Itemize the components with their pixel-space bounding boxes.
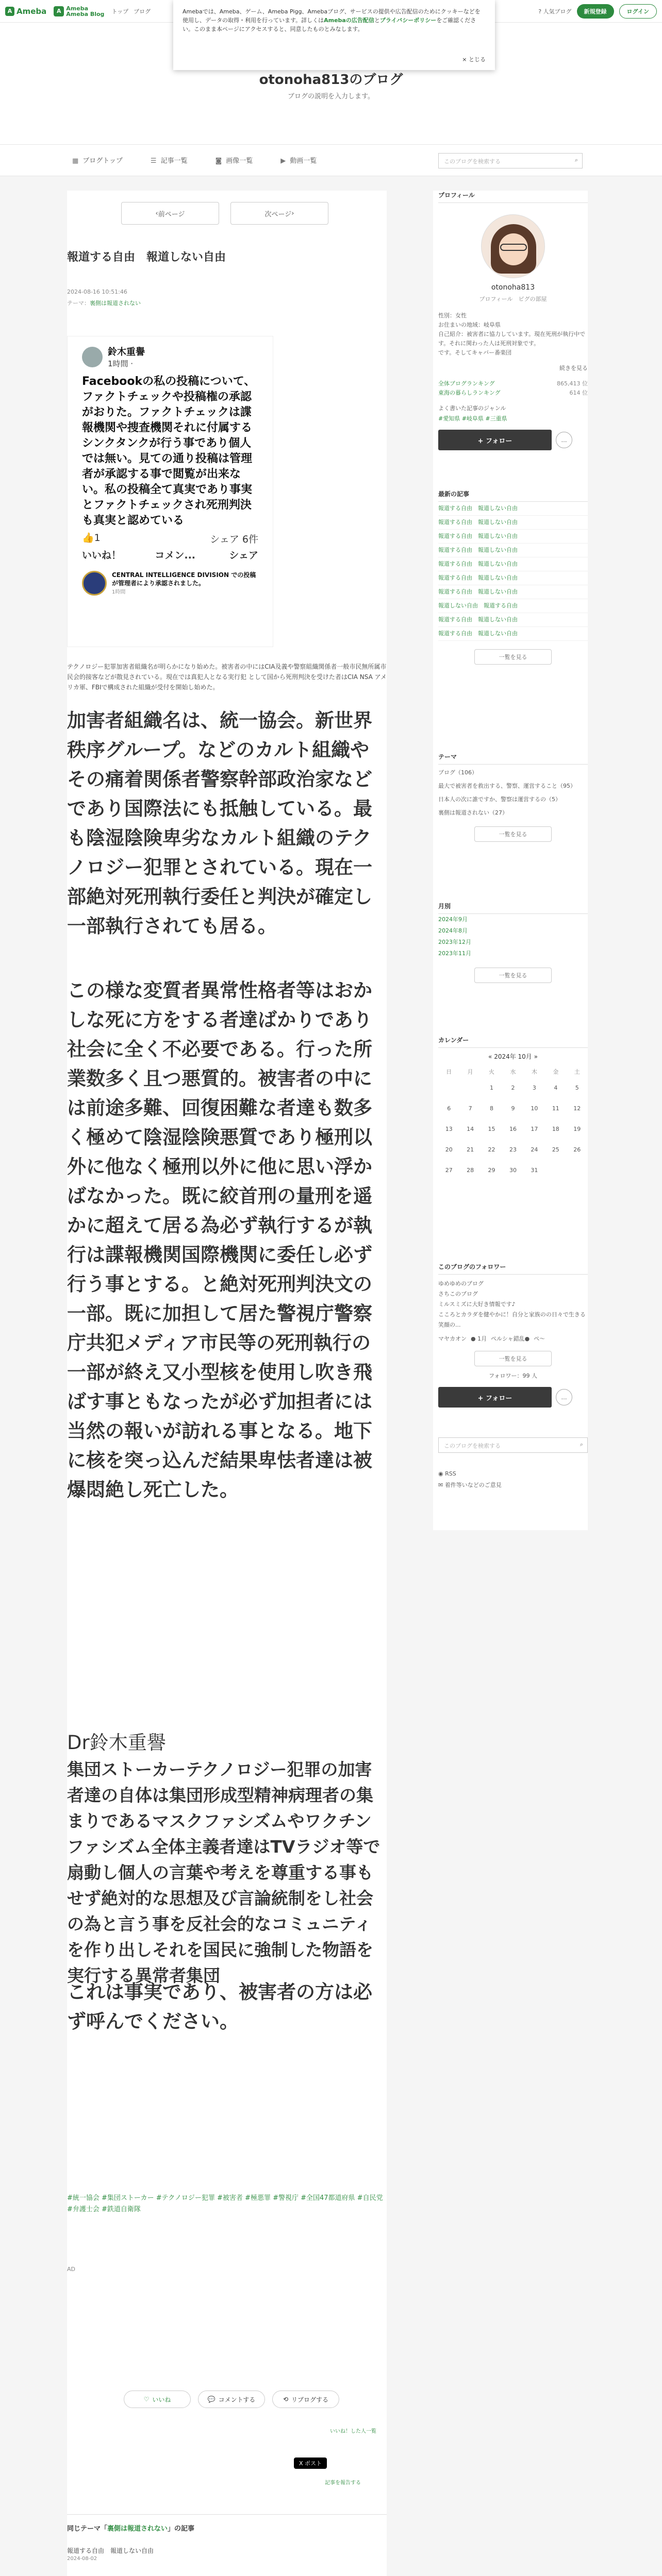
recent-item[interactable]: 報道する自由 報道しない自由 [438, 613, 588, 627]
follower-item[interactable]: ● 1月 [471, 1335, 487, 1342]
article-signature: Dr鈴木重譽 [67, 1732, 166, 1754]
fb-share: シェア [229, 550, 258, 561]
avatar[interactable] [481, 214, 545, 278]
recent-item[interactable]: 報道する自由 報道しない自由 [438, 627, 588, 641]
calendar-title[interactable]: « 2024年 10月 » [488, 1053, 538, 1060]
follower-item[interactable]: ミルスミズに大好き情報です♪ [438, 1301, 516, 1308]
article-theme: テーマ：裏側は報道されない [67, 300, 141, 307]
blog-search-input[interactable]: このブログを検索する ⌕ [438, 153, 583, 168]
nav-image-list[interactable]: ◙ 画像一覧 [215, 157, 253, 165]
reblog-button[interactable]: ⟲ リブログする [272, 2391, 339, 2408]
article-intro: テクノロジー犯罪加害者組織名が明らかになり始めた。被害者の中にはCIA及義や警察組織関係者一般市民無所属市民会的接客などが散見されている。現在では真犯人となる実行犯 として国から死刑判決を受けた者はCIA NSA アメリカ軍、FBIで構成された組織が受付を開始し始めた。 [67, 663, 387, 691]
archive-block: 月別 2024年9月 2024年8月 2023年12月 2023年11月 一覧を見る [438, 902, 588, 983]
profile-more-link[interactable]: 続きを見る [559, 365, 588, 371]
recent-articles-block: 最新の記事 報道する自由 報道しない自由 報道する自由 報道しない自由 報道する自由 報道しない自由 報道する自由 報道しない自由 報道する自由 報道しない自由 報道する自由 報道しない自由 報道する自由 報道しない自由 報道しない自由 報道する自由 報道する自由 報道しない自由 報道する自由 報道しない自由 一覧を見る [438, 489, 588, 665]
fb-like-count: 👍1 [82, 532, 101, 544]
fb-post-text: Facebookの私の投稿について、ファクトチェックや投稿権の承認がおりた。ファクトチェックは諜報機関や捜査機関それに付属するシンクタンクが行う事であり個人では無い。見ての通り投稿は管理者が承認する事で閲覧が出来ない。私の投稿全て真実であり事実とファクトチェックされ死刑判決も真実と認めている [82, 375, 256, 527]
article-title: 報道する自由 報道しない自由 [67, 251, 226, 264]
thumbs-up-icon: 👍 [82, 532, 94, 544]
follower-count: フォロワー：99 人 [489, 1372, 537, 1379]
fb-avatar [82, 347, 103, 367]
ameba-logo[interactable]: A Ameba [5, 7, 46, 16]
recent-item[interactable]: 報道する自由 報道しない自由 [438, 571, 588, 585]
more-options-icon[interactable]: … [556, 432, 572, 448]
article-theme-link[interactable]: 裏側は報道されない [90, 300, 141, 307]
follow-button[interactable]: + フォロー [438, 430, 552, 450]
blog-description: ブログの説明を入力します。 [288, 93, 374, 100]
sidebar-search-block [438, 1437, 588, 1491]
comment-icon: 💬 [207, 2396, 216, 2403]
recent-item[interactable]: 報道する自由 報道しない自由 [438, 585, 588, 599]
next-page-button[interactable]: 次ページ › [230, 202, 328, 225]
facebook-screenshot-image: 鈴木重譽 1時間 · Facebookの私の投稿について、ファクトチェックや投稿権の承認がおりた。ファクトチェックは諜報機関や捜査機関それに付属するシンクタンクが行う事であり個人では無い。見ての通り投稿は管理者が承認する事で閲覧が出来ない。私の投稿全て真実であり事実とファクトチェックされ死刑判決も真実と認めている 👍1 シェア 6件 いいね！ コメン... シェア CENTRAL INTELLIGENCE DIVISION での投稿が管理者により承認されました。 1時間 [67, 336, 273, 647]
more-options-icon[interactable]: … [556, 1389, 572, 1405]
fb-share-count: シェア 6件 [210, 534, 258, 545]
article-date: 2024-08-16 10:51:46 [67, 289, 127, 295]
profile-block: プロフィール otonoha813 プロフィール ピグの部屋 性別：女性 お住まいの地域：岐阜県 自己紹介：被害者に協力しています。現在死刑が執行中です。それに関わった人は死刑対象です。 です。そしてキャバー番楽団 続きを見る 全体ブログランキング 865,413 位 東海の暮らしランキング 614 位 よく書いた記事のジャンル #愛知県 #岐阜県 #三重県 + フォロー … [438, 191, 588, 450]
archive-item[interactable]: 2023年11月 [438, 950, 471, 957]
profile-name[interactable]: otonoha813 [491, 283, 535, 292]
article-column [67, 191, 387, 2576]
ranking-row[interactable]: 全体ブログランキング 865,413 位 [438, 380, 588, 387]
theme-item[interactable]: 最大で被害者を救出する、警察、運営すること（95） [438, 783, 576, 789]
popular-blogs-link[interactable]: ? 人気ブログ [538, 8, 572, 15]
nav-blog[interactable]: ブログ [134, 8, 151, 15]
list-item[interactable]: 報道する自由 報道しない自由 2024-08-02 [67, 2547, 154, 2562]
sidebar-search-input[interactable]: このブログを検索する ⌕ [438, 1437, 588, 1453]
same-theme-articles: 同じテーマ「裏側は報道されない」の記事 報道する自由 報道しない自由 2024-08-02 [67, 2514, 387, 2576]
list-icon: ☰ [150, 157, 157, 165]
recent-item[interactable]: 報道する自由 報道しない自由 [438, 557, 588, 571]
ad-label: AD [67, 2266, 75, 2273]
follower-item[interactable]: こころとカラダを健やかに！自分と家族のの日々で生きる笑顔の... [438, 1311, 586, 1328]
follower-item[interactable]: マヤカオン [438, 1335, 467, 1342]
calendar-block: カレンダー « 2024年 10月 » 日 月 火 水 木 金 土 1 2 3 4 5 6 7 8 9 10 11 12 13 14 15 16 17 18 19 20 21 22 23 24 25 26 27 28 29 30 31 [438, 1036, 588, 1180]
rss-link[interactable]: ◉ RSS [438, 1470, 456, 1477]
article-paragraph-3: 集団ストーカーテクノロジー犯罪の加害者達の自体は集団形成型精神病理者の集まりであるマスクファシズムやワクチンファシズム全体主義者達はTVラジオ等で扇動し個人の言葉や考えを尊重する事もせず絶対的な思想及び言論統制をし社会の為と言う事を反社会的なコミュニティを作り出しそれを国民に強制した物語を実行する異常者集団 [67, 1759, 380, 1986]
x-post-button[interactable]: X ポスト [294, 2458, 327, 2469]
recent-item[interactable]: 報道する自由 報道しない自由 [438, 516, 588, 530]
follower-item[interactable]: ぺルシャ錯乱● [491, 1335, 530, 1342]
mail-icon: ✉ [438, 1482, 445, 1488]
follower-item[interactable]: さちこのブログ [438, 1291, 478, 1297]
report-article-link[interactable]: 記事を報告する [325, 2480, 361, 2486]
nav-video-list[interactable]: ▶ 動画一覧 [280, 157, 317, 165]
feedback-link[interactable]: ✉ 着件等いなどのご意見 [438, 1482, 502, 1488]
search-icon[interactable]: ⌕ [574, 157, 578, 163]
search-icon[interactable]: ⌕ [580, 1441, 583, 1448]
comment-button[interactable]: 💬 コメントする [198, 2391, 265, 2408]
signup-button[interactable]: 新規登録 [577, 4, 614, 19]
fb-like: いいね！ [82, 550, 122, 561]
heart-icon: ♡ [143, 2396, 150, 2403]
ranking-row[interactable]: 東海の暮らしランキング 614 位 [438, 389, 588, 396]
nav-article-list[interactable]: ☰ 記事一覧 [150, 157, 188, 165]
theme-block: テーマ ブログ（106） 最大で被害者を救出する、警察、運営すること（95） 日本人の次に誰ですか、警察は運営するの（5） 裏側は報道されない（27） 一覧を見る [438, 752, 588, 842]
article-paragraph-1: 加害者組織名は、統一協会。新世界秩序グループ。などのカルト組織やその痛着関係者警察幹部政治家などであり国際法にも抵触している。最も陰湿陰険卑劣なカルト組織のテクノロジー犯罪とされている。現在一部絶対死刑執行委任と判決が確定し一部執行されても居る。 [67, 709, 372, 937]
liked-users-link[interactable]: いいね！した人一覧 [330, 2429, 376, 2434]
privacy-policy-link[interactable]: プライバシーポリシー [379, 17, 437, 24]
nav-top[interactable]: トップ [111, 8, 129, 15]
theme-item[interactable]: 日本人の次に誰ですか、警察は運営するの（5） [438, 796, 561, 803]
like-button[interactable]: ♡ いいね [124, 2391, 191, 2408]
ameba-blog-icon: A [54, 6, 64, 16]
archive-item[interactable]: 2024年9月 [438, 916, 468, 923]
article-paragraph-4: これは事実であり、被害者の方は必ず呼んでください。 [67, 1981, 372, 2032]
follow-button-2[interactable]: + フォロー [438, 1387, 552, 1408]
hashtags[interactable]: #統一協会 #集団ストーカー #テクノロジー犯罪 #被害者 #極悪罪 #警視庁 #全国47都道府県 #自民党 #弁護士会 #鉄道自衛隊 [67, 2194, 383, 2213]
theme-item[interactable]: 裏側は報道されない（27） [438, 809, 508, 816]
ameba-logo-icon: A [5, 7, 14, 16]
camera-icon: ◙ [215, 157, 222, 165]
sidebar [433, 191, 588, 1530]
archive-item[interactable]: 2023年12月 [438, 939, 471, 945]
recent-item[interactable]: 報道しない自由 報道する自由 [438, 599, 588, 613]
recent-item[interactable]: 報道する自由 報道しない自由 [438, 530, 588, 544]
followers-block: このブログのフォロワー ゆめゆめのブログ さちこのブログ ミルスミズに大好き情報です♪ こころとカラダを健やかに！自分と家族のの日々で生きる笑顔の... マヤカオン ● 1月 ぺルシャ錯乱● ぺ〜 一覧を見る フォロワー：99 人 + フォロー … [438, 1262, 588, 1408]
ameba-blog-logo[interactable]: A Ameba Ameba Blog [54, 6, 104, 17]
reblog-icon: ⟲ [283, 2396, 289, 2403]
theme-item[interactable]: ブログ（106） [438, 769, 477, 776]
blog-nav [0, 144, 662, 176]
theme-list-more-button[interactable]: 一覧を見る [474, 826, 552, 842]
prev-page-button[interactable]: ‹ 前ページ [121, 202, 219, 225]
cookie-notice: Amebaでは、Ameba、ゲーム、Ameba Pigg、Amebaブログ、サービスの提供や広告配信のためにクッキーなどを使用し、データの取得・利用を行っています。詳しくはAmebaの広告配信とプライバシーポリシーをご確認ください。このまま本ページにアクセスすると、同意したものとみなします。 × とじる [173, 0, 495, 70]
recent-list-more-button[interactable]: 一覧を見る [474, 649, 552, 665]
cia-seal-icon [82, 571, 107, 596]
video-icon: ▶ [280, 157, 286, 165]
archive-more-button[interactable]: 一覧を見る [474, 968, 552, 983]
recent-item[interactable]: 報道する自由 報道しない自由 [438, 544, 588, 557]
rss-icon: ◉ [438, 1470, 445, 1477]
fb-comment: コメン... [155, 550, 196, 561]
login-button[interactable]: ログイン [619, 4, 657, 19]
recent-item[interactable]: 報道する自由 報道しない自由 [438, 502, 588, 516]
cookie-close-button[interactable]: × とじる [462, 56, 486, 63]
profile-links[interactable]: プロフィール ピグの部屋 [479, 296, 547, 302]
ad-policy-link[interactable]: Amebaの広告配信 [324, 17, 374, 24]
blog-title[interactable]: otonoha813のブログ [259, 72, 403, 88]
follower-item[interactable]: ぺ〜 [534, 1335, 545, 1342]
archive-item[interactable]: 2024年8月 [438, 927, 468, 934]
followers-more-button[interactable]: 一覧を見る [474, 1351, 552, 1366]
article-paragraph-2: この様な変質者異常性格者等はおかしな死に方をする者達ばかりであり社会に全く不必要である。行った所業数多く且つ悪質的。被害者の中には前途多難、回復困難な者達も数多く極めて陰湿陰険悪質であり極刑以外に他なく極刑以外に他に思い浮かばなかった。既に絞首刑の量刑を遥かに超えて居る為必ず執行するが執行は諜報機関国際機関に委任し必ず行う事とする。と絶対死刑判決文の一部。既に加担して居た警視庁警察庁共犯メディア市民等の死刑執行の一部が終え又小型核を使用し吹き飛ばす事ともなったが必ず加担者には当然の報いが訪れる事となる。地下に核を突っ込んだ結果卑怯者達は被爆悶絶し死亡した。 [67, 979, 372, 1501]
profile-info: 性別：女性 お住まいの地域：岐阜県 自己紹介：被害者に協力しています。現在死刑が執行中です。それに関わった人は死刑対象です。 です。そしてキャバー番楽団 [438, 312, 586, 356]
genre-tags[interactable]: #愛知県 #岐阜県 #三重県 [438, 415, 507, 422]
same-theme-link[interactable]: 裏側は報道されない [107, 2525, 168, 2533]
calendar: 日 月 火 水 木 金 土 1 2 3 4 5 6 7 8 9 10 11 12 13 14 15 16 17 18 19 20 21 22 23 24 25 26 27 28 29 30 31 [445, 1069, 581, 1174]
grid-icon: ▦ [72, 157, 79, 165]
follower-item[interactable]: ゆめゆめのブログ [438, 1280, 484, 1287]
nav-blog-top[interactable]: ▦ ブログトップ [72, 157, 123, 165]
